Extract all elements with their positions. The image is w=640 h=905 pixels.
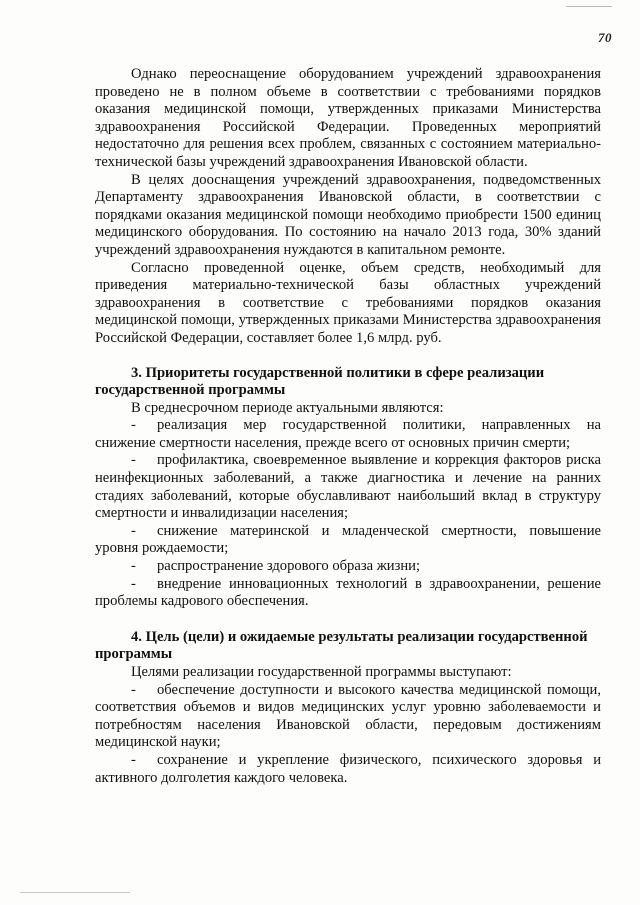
scan-edge-line — [20, 892, 130, 893]
list-item — [95, 558, 601, 576]
dash-marker: - — [131, 681, 136, 698]
section-3-heading: 3. Приоритеты государственной политики в сфере реализации государственной программы — [95, 364, 545, 399]
dash-marker: - — [131, 522, 136, 539]
list-item-text: сохранение и укрепление физического, психического здоровья и активного долголетия каждого человека. — [95, 751, 601, 786]
document-body — [95, 66, 601, 787]
paragraph-reequipping: В целях дооснащения учреждений здравоохранения, подведомственных Департаменту здравоохранения Ивановской области, в соответствии с порядками оказания медицинской помощи необходимо приобрести 1500 единиц медицинского оборудования. По состоянию на начало 2013 года, 30% зданий учреждений здравоохранения нуждаются в капитальном ремонте. — [95, 171, 601, 258]
list-item-text: снижение материнской и младенческой смертности, повышение уровня рождаемости; — [95, 522, 601, 557]
dash-marker: - — [131, 452, 136, 469]
list-item — [95, 682, 601, 752]
dash-marker: - — [131, 417, 136, 434]
list-item-text: внедрение инновационных технологий в здравоохранении, решение проблемы кадрового обеспечения. — [95, 575, 601, 610]
list-item-text: распространение здорового образа жизни; — [157, 558, 421, 575]
section-4-heading: 4. Цель (цели) и ожидаемые результаты реализации государственной программы — [95, 628, 588, 663]
dash-marker: - — [131, 558, 136, 575]
section-4-intro: Целями реализации государственной программы выступают: — [131, 664, 512, 680]
list-item — [95, 523, 601, 558]
list-item-text: обеспечение доступности и высокого качества медицинской помощи, соответствия объемов и видов медицинских услуг уровню заболеваемости и потребностям населения Ивановской области, передовым достижениям медицинской науки; — [95, 681, 601, 751]
dash-marker: - — [131, 751, 136, 768]
list-item — [95, 452, 601, 522]
list-item-text: реализация мер государственной политики, направленных на снижение смертности населения, прежде всего от основных причин смерти; — [95, 417, 601, 451]
list-item — [95, 417, 601, 452]
section-3-intro: В среднесрочном периоде актуальными являются: — [131, 399, 444, 416]
list-item — [95, 576, 601, 611]
dash-marker: - — [131, 575, 136, 592]
paragraph-equipment: Однако переоснащение оборудованием учреждений здравоохранения проведено не в полном объеме в соответствии с требованиями порядков оказания медицинской помощи, утвержденных приказами Министерства здравоохранения Российской Федерации. Проведенных мероприятий недостаточно для решения всех проблем, связанных с состоянием материально-технической базы учреждений здравоохранения Ивановской области. — [95, 66, 601, 170]
list-item — [95, 752, 601, 787]
page-number: 70 — [598, 30, 612, 45]
list-item-text: профилактика, своевременное выявление и коррекция факторов риска неинфекционных заболеваний, а также диагностика и лечение на ранних стадиях заболеваний, которые обуславливают наибольший вклад в структуру смертности и инвалидизации населения; — [95, 452, 601, 522]
paragraph-funding: Согласно проведенной оценке, объем средств, необходимый для приведения материально-технической базы областных учреждений здравоохранения в соответствие с требованиями порядков оказания медицинской помощи, утвержденных приказами Министерства здравоохранения Российской Федерации, составляет более 1,6 млрд. руб. — [95, 259, 601, 346]
scan-mark — [566, 6, 612, 7]
